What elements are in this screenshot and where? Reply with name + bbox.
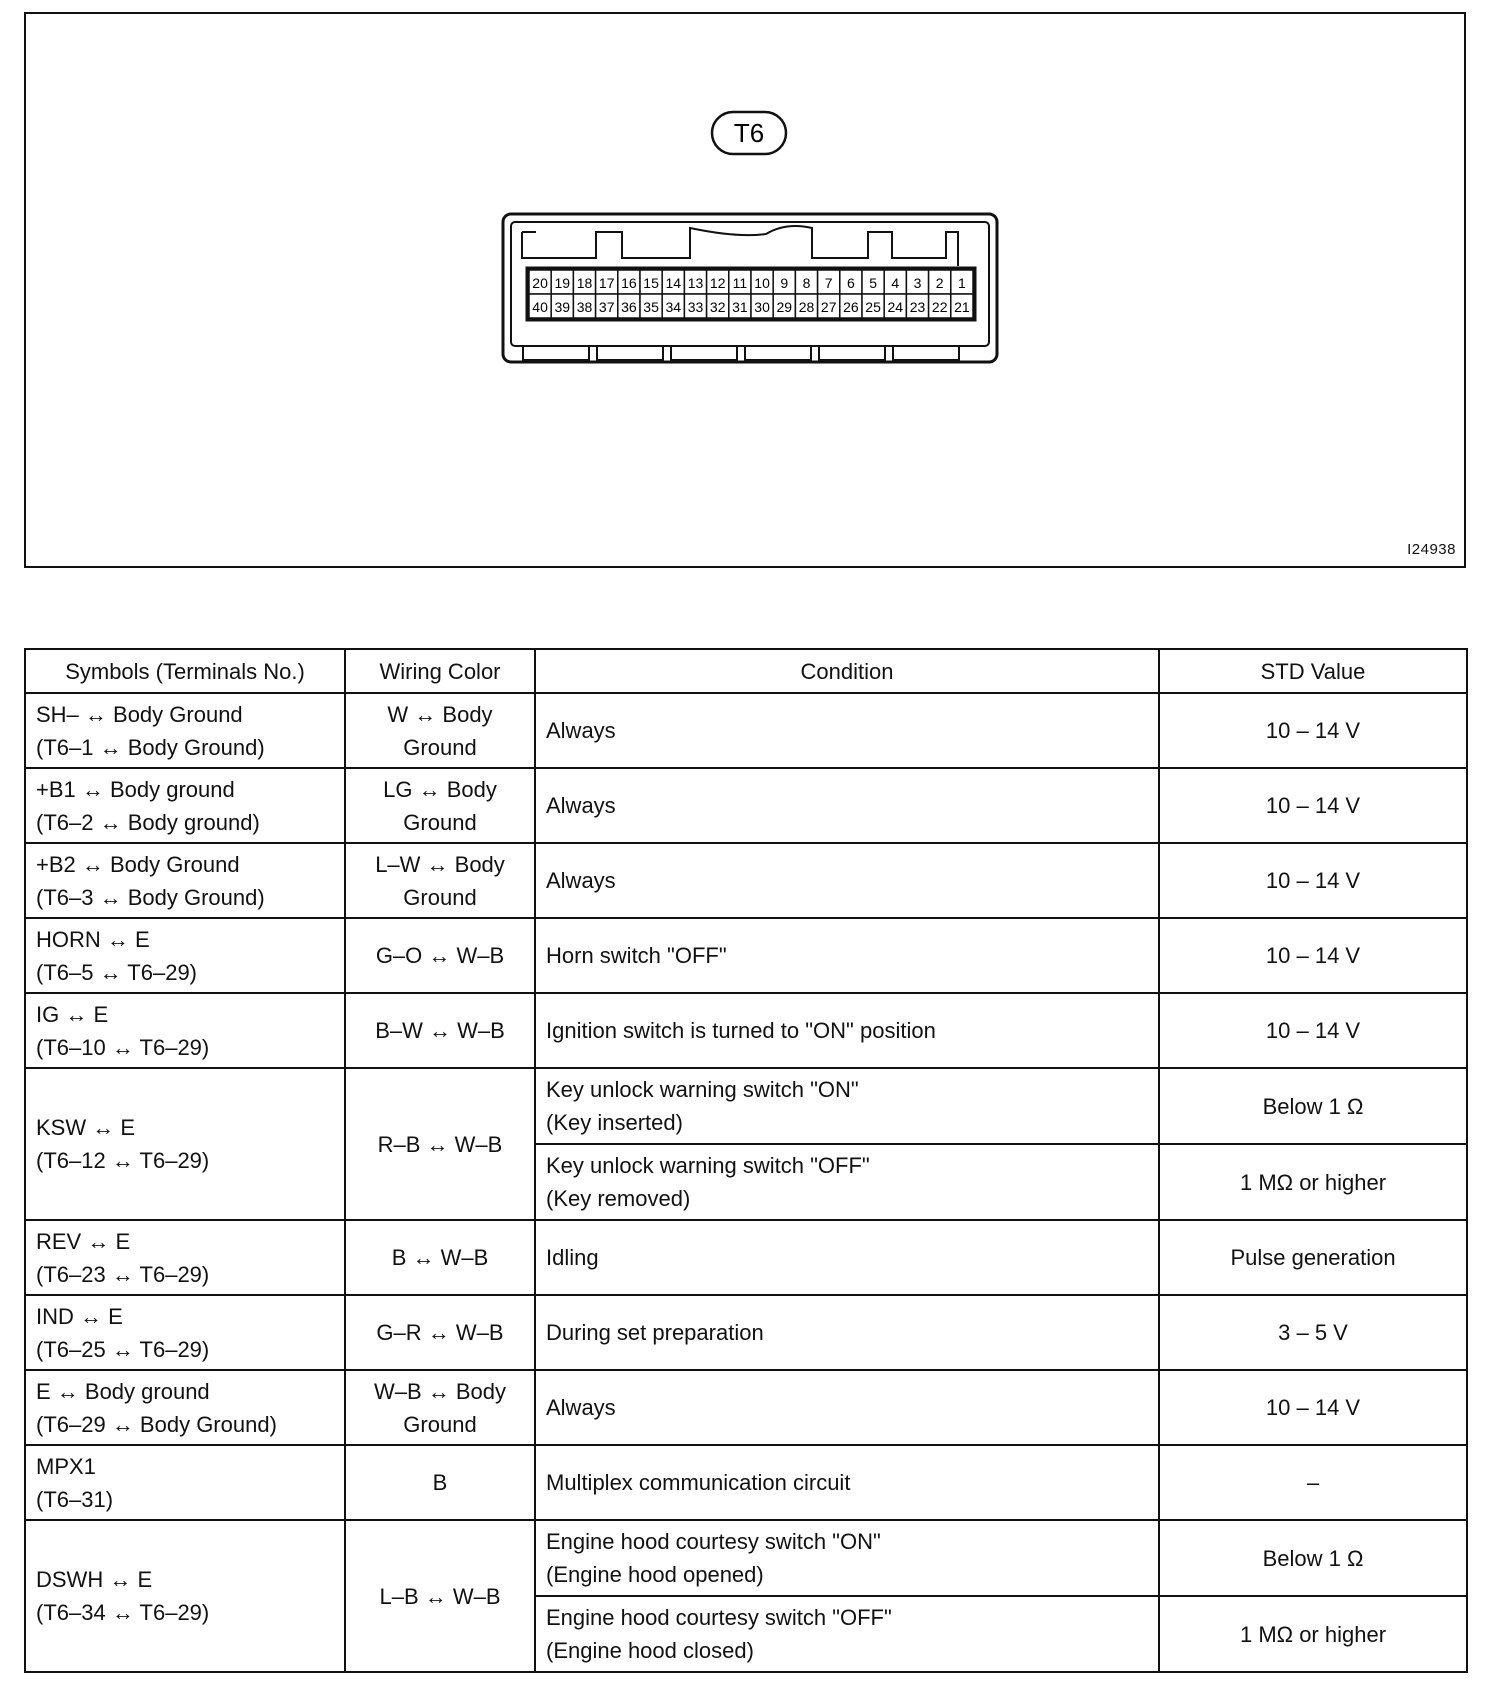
cell-condition (535, 918, 1159, 993)
cell-text-line: +B2 ↔ Body Ground (36, 851, 240, 877)
cell-condition (535, 1220, 1159, 1295)
figure-id: I24938 (1407, 541, 1456, 558)
pin-number: 34 (665, 299, 682, 315)
cell-std-value: 10 – 14 V (1159, 918, 1467, 993)
cell-text-line: (T6–12 ↔ T6–29) (36, 1148, 210, 1173)
cell-text-line: SH– ↔ Body Ground (36, 701, 243, 727)
cell-text-line: Always (546, 1395, 616, 1420)
cell-text-line: (T6–3 ↔ Body Ground) (36, 884, 265, 910)
cell-symbol (25, 843, 345, 918)
pin-number: 27 (820, 299, 837, 315)
cell-text-line: R–B ↔ W–B (377, 1131, 503, 1157)
cell-text-line: IG ↔ E (36, 1001, 109, 1027)
cell-wiring-color (345, 1220, 535, 1295)
cell-condition (535, 1068, 1159, 1144)
header-condition: Condition (535, 649, 1159, 693)
connector-diagram (26, 14, 1468, 570)
connector-label-oval (712, 112, 786, 154)
cell-condition (535, 843, 1159, 918)
cell-text-line: Ground (403, 884, 477, 910)
pin-number: 20 (532, 275, 548, 291)
pin-number: 9 (780, 275, 789, 291)
pin-number: 7 (824, 275, 833, 291)
cell-text-line: L–B ↔ W–B (379, 1583, 501, 1609)
cell-text-line: (T6–10 ↔ T6–29) (36, 1034, 210, 1060)
cell-std-value: Pulse generation (1159, 1220, 1467, 1295)
cell-text-line: E ↔ Body ground (36, 1378, 210, 1404)
cell-wiring-color (345, 1520, 535, 1672)
table-row (25, 1370, 1467, 1445)
pin-number: 26 (843, 299, 859, 315)
cell-text-line: (T6–1 ↔ Body Ground) (36, 734, 265, 760)
cell-symbol (25, 993, 345, 1068)
cell-text-line: (T6–2 ↔ Body ground) (36, 809, 260, 835)
cell-text-line: (Key removed) (546, 1186, 691, 1211)
pin-number: 21 (954, 299, 970, 315)
pin-number: 3 (913, 275, 922, 291)
header-wiring-color: Wiring Color (345, 649, 535, 693)
pin-number: 18 (576, 275, 593, 291)
cell-text-line: B ↔ W–B (391, 1245, 489, 1270)
table-header-row (25, 649, 1467, 693)
table-row (25, 918, 1467, 993)
pin-number: 29 (776, 299, 793, 315)
cell-condition (535, 1445, 1159, 1520)
cell-wiring-color (345, 843, 535, 918)
cell-symbol (25, 1295, 345, 1370)
pin-number: 12 (709, 275, 726, 291)
cell-std-value: Below 1 Ω (1159, 1068, 1467, 1144)
cell-text-line: Horn switch "OFF" (546, 943, 727, 968)
terminal-inspection-table (24, 648, 1468, 1673)
cell-text-line: During set preparation (546, 1320, 764, 1345)
table-row (25, 693, 1467, 768)
cell-wiring-color (345, 1295, 535, 1370)
cell-text-line: Always (546, 718, 616, 743)
cell-text-line: +B1 ↔ Body ground (36, 776, 235, 802)
cell-symbol (25, 768, 345, 843)
cell-text-line: KSW ↔ E (36, 1115, 136, 1140)
cell-symbol (25, 1520, 345, 1672)
pin-number: 22 (931, 299, 948, 315)
cell-std-value: – (1159, 1445, 1467, 1520)
cell-text-line: G–O ↔ W–B (375, 943, 505, 968)
header-std-value: STD Value (1159, 649, 1467, 693)
cell-text-line: G–R ↔ W–B (376, 1320, 504, 1345)
cell-std-value: Below 1 Ω (1159, 1520, 1467, 1596)
cell-text-line: B–W ↔ W–B (375, 1018, 505, 1043)
cell-text-line: MPX1 (36, 1453, 96, 1479)
cell-text-line: Idling (546, 1245, 599, 1270)
table-row (25, 843, 1467, 918)
cell-symbol (25, 1220, 345, 1295)
cell-text-line: (T6–25 ↔ T6–29) (36, 1336, 210, 1362)
pin-number: 24 (887, 299, 904, 315)
cell-text-line: IND ↔ E (36, 1303, 123, 1329)
table-row (25, 993, 1467, 1068)
cell-std-value: 1 MΩ or higher (1159, 1144, 1467, 1220)
cell-symbol (25, 693, 345, 768)
cell-text-line: Ground (403, 734, 477, 760)
cell-symbol (25, 918, 345, 993)
pin-number: 10 (754, 275, 770, 291)
cell-text-line: (Key inserted) (546, 1110, 683, 1135)
cell-text-line: (T6–5 ↔ T6–29) (36, 959, 198, 985)
table-row (25, 1445, 1467, 1520)
pin-number: 28 (798, 299, 815, 315)
cell-text-line: Engine hood courtesy switch "OFF" (546, 1605, 892, 1630)
pin-number: 32 (709, 299, 726, 315)
cell-text-line: LG ↔ Body (383, 776, 497, 802)
cell-wiring-color (345, 1068, 535, 1220)
cell-text-line: (T6–31) (36, 1486, 114, 1512)
table-row (25, 1220, 1467, 1295)
cell-condition (535, 1520, 1159, 1596)
pin-number: 40 (532, 299, 548, 315)
pin-number: 38 (576, 299, 593, 315)
table-row (25, 1068, 1467, 1144)
connector-label: T6 (733, 118, 765, 148)
pin-number: 36 (621, 299, 637, 315)
cell-condition (535, 768, 1159, 843)
pin-number: 5 (869, 275, 877, 291)
cell-condition (535, 1295, 1159, 1370)
cell-text-line: Engine hood courtesy switch "ON" (546, 1529, 881, 1554)
pin-number: 6 (847, 275, 855, 291)
table-row (25, 768, 1467, 843)
cell-std-value: 10 – 14 V (1159, 1370, 1467, 1445)
cell-text-line: REV ↔ E (36, 1228, 131, 1254)
table-row (25, 1520, 1467, 1596)
cell-text-line: W ↔ Body (387, 701, 493, 727)
cell-condition (535, 1144, 1159, 1220)
pin-number: 35 (643, 299, 659, 315)
cell-symbol (25, 1068, 345, 1220)
pin-number: 33 (687, 299, 704, 315)
pin-number: 11 (732, 275, 748, 291)
cell-text-line: W–B ↔ Body (373, 1378, 507, 1404)
cell-std-value: 10 – 14 V (1159, 993, 1467, 1068)
cell-wiring-color (345, 993, 535, 1068)
pin-number: 4 (891, 275, 900, 291)
table-row (25, 1295, 1467, 1370)
cell-text-line: HORN ↔ E (36, 926, 150, 952)
pin-number: 16 (621, 275, 637, 291)
cell-std-value: 10 – 14 V (1159, 693, 1467, 768)
cell-text-line: Always (546, 793, 616, 818)
table-body (25, 693, 1467, 1672)
cell-condition (535, 993, 1159, 1068)
cell-text-line: DSWH ↔ E (36, 1567, 153, 1592)
cell-text-line: (T6–29 ↔ Body Ground) (36, 1411, 277, 1437)
cell-wiring-color (345, 918, 535, 993)
cell-wiring-color (345, 1445, 535, 1520)
pin-number: 17 (598, 275, 615, 291)
cell-condition (535, 1596, 1159, 1672)
cell-text-line: Ground (403, 1411, 477, 1437)
cell-text-line: Multiplex communication circuit (546, 1470, 851, 1495)
pin-number: 39 (554, 299, 571, 315)
cell-std-value: 3 – 5 V (1159, 1295, 1467, 1370)
pin-number: 15 (643, 275, 659, 291)
cell-text-line: Ground (403, 809, 477, 835)
cell-text-line: (Engine hood opened) (546, 1562, 764, 1587)
pin-number: 14 (665, 275, 682, 291)
cell-text-line: (T6–34 ↔ T6–29) (36, 1600, 210, 1625)
connector-diagram-panel (24, 12, 1466, 568)
cell-text-line: (T6–23 ↔ T6–29) (36, 1261, 210, 1287)
cell-wiring-color (345, 1370, 535, 1445)
cell-text-line: Ignition switch is turned to "ON" position (546, 1018, 936, 1043)
cell-condition (535, 1370, 1159, 1445)
pin-number: 13 (687, 275, 704, 291)
cell-wiring-color (345, 768, 535, 843)
cell-text-line: Key unlock warning switch "ON" (546, 1077, 859, 1102)
cell-symbol (25, 1445, 345, 1520)
pin-number: 30 (754, 299, 770, 315)
pin-number: 37 (598, 299, 615, 315)
cell-std-value: 10 – 14 V (1159, 768, 1467, 843)
pin-number: 8 (802, 275, 811, 291)
cell-text-line: B (432, 1470, 448, 1495)
cell-text-line: Always (546, 868, 616, 893)
pin-number: 23 (909, 299, 926, 315)
cell-wiring-color (345, 693, 535, 768)
pin-number: 1 (958, 275, 966, 291)
pin-number: 19 (554, 275, 571, 291)
pin-grid (527, 268, 975, 320)
cell-symbol (25, 1370, 345, 1445)
cell-text-line: L–W ↔ Body (375, 851, 505, 877)
pin-number: 25 (865, 299, 881, 315)
cell-std-value: 10 – 14 V (1159, 843, 1467, 918)
pin-number: 31 (732, 299, 748, 315)
header-symbols: Symbols (Terminals No.) (25, 649, 345, 693)
cell-text-line: (Engine hood closed) (546, 1638, 754, 1663)
cell-text-line: Key unlock warning switch "OFF" (546, 1153, 870, 1178)
cell-condition (535, 693, 1159, 768)
cell-std-value: 1 MΩ or higher (1159, 1596, 1467, 1672)
pin-number: 2 (935, 275, 944, 291)
